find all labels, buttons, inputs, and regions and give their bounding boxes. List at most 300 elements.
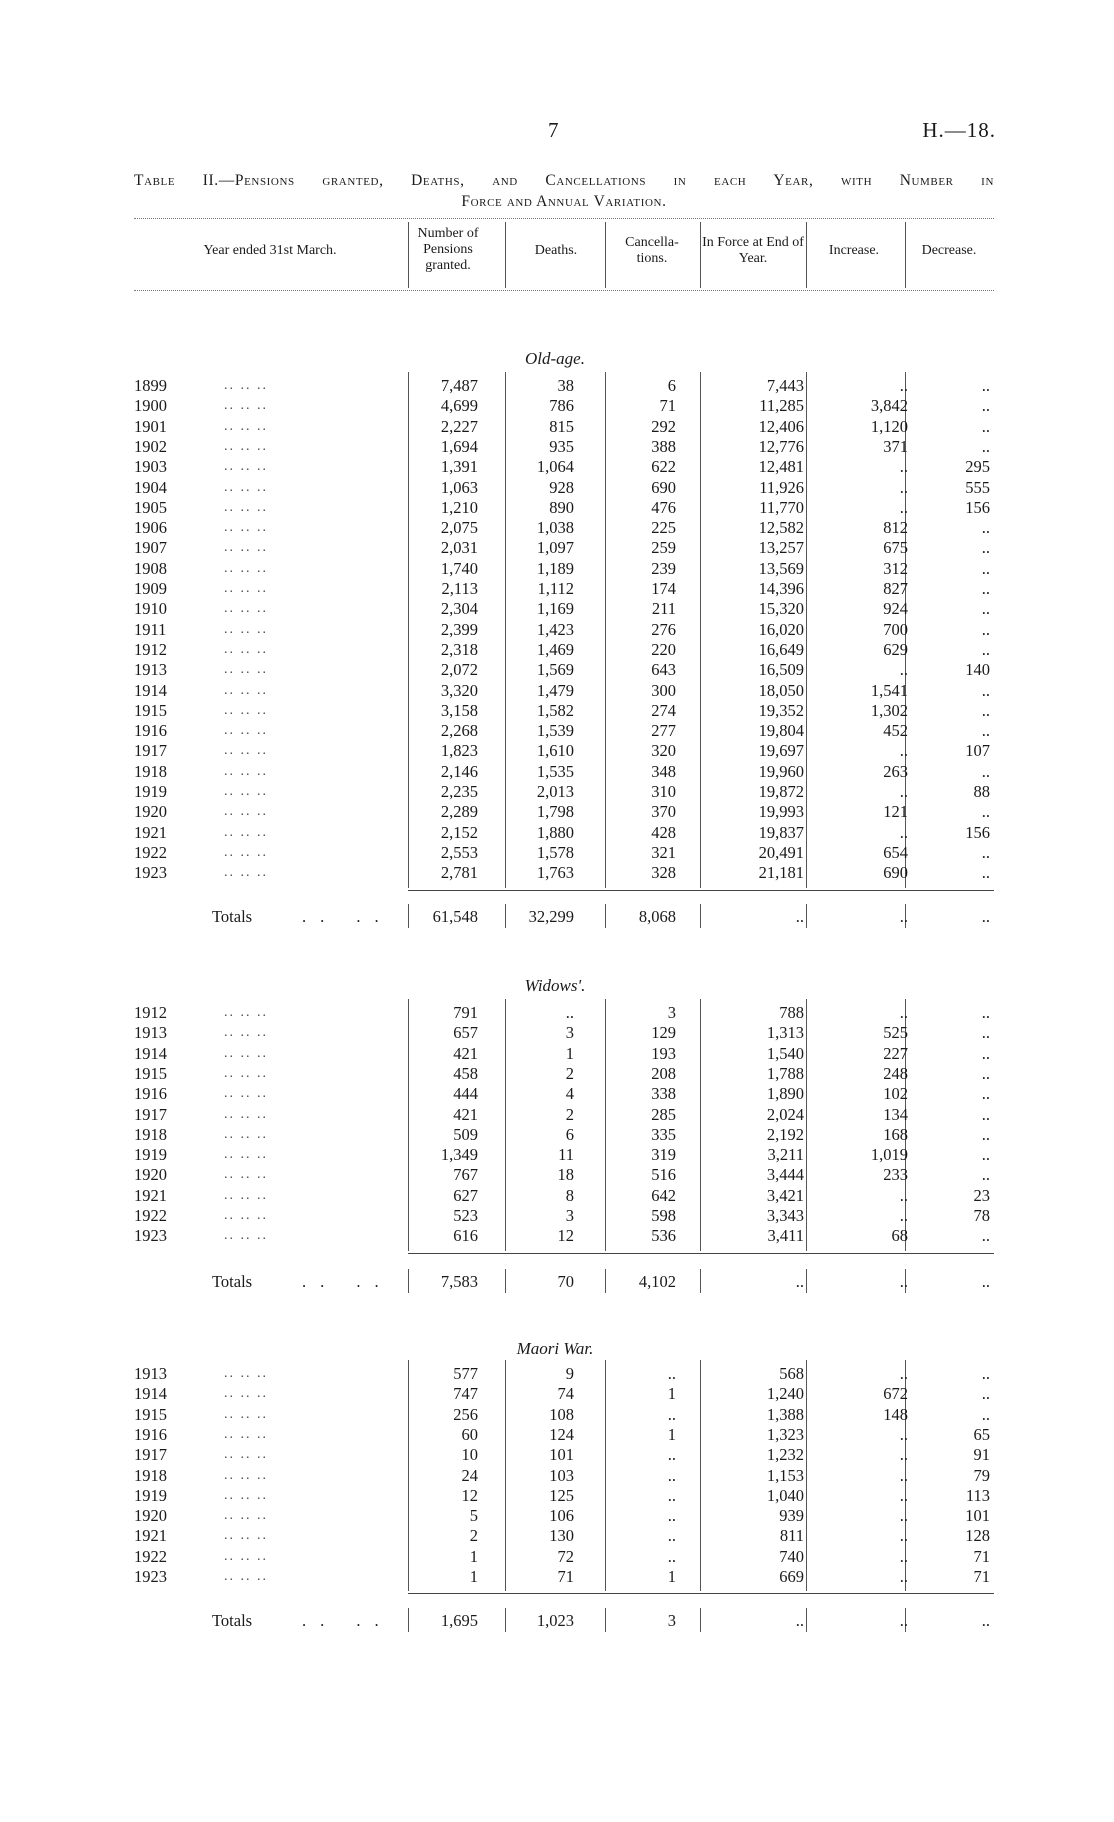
leader-dots: .. .. .. [224, 1508, 268, 1524]
value-cell: 3 [565, 1023, 574, 1043]
leader-dots: .. .. .. [224, 1366, 268, 1381]
value-cell: 71 [659, 396, 676, 416]
year-cell: 1918 [134, 1124, 167, 1144]
value-cell: 225 [651, 518, 676, 538]
value-cell: 421 [453, 1043, 478, 1063]
value-cell: 2,553 [440, 842, 478, 862]
value-cell: 108 [549, 1404, 574, 1424]
caption-line-1: Table II.—Pensions granted, Deaths, and Cancellations in each Year, with Number in [134, 172, 994, 189]
value-cell: 1,610 [536, 741, 574, 761]
value-cell: 11,926 [759, 477, 804, 497]
value-cell: .. [981, 1043, 990, 1063]
value-cell: 421 [453, 1104, 478, 1124]
table-row [134, 538, 994, 558]
value-cell: 220 [651, 639, 676, 659]
table-row [134, 1023, 994, 1043]
leader-dots: .. .. .. [224, 418, 268, 434]
table-row [134, 741, 994, 761]
value-cell: 2,289 [440, 802, 478, 822]
value-cell: 1,323 [766, 1424, 804, 1444]
value-cell: .. [899, 1546, 908, 1566]
table-row [134, 1165, 994, 1185]
table-row [134, 518, 994, 538]
value-cell: 12,776 [758, 436, 804, 456]
value-cell: 312 [883, 558, 908, 578]
year-cell: 1919 [134, 1145, 167, 1165]
leader-dots: .. .. .. [224, 844, 268, 860]
value-cell: 812 [883, 518, 908, 538]
value-cell: 1,064 [536, 457, 574, 477]
value-cell: 1,063 [440, 477, 478, 497]
value-cell: 6 [667, 376, 676, 395]
value-cell: 1,313 [766, 1023, 804, 1043]
value-cell: 319 [651, 1145, 676, 1165]
leader-dots: .. .. .. [224, 1386, 268, 1402]
value-cell: 18 [557, 1165, 574, 1185]
year-cell: 1904 [134, 477, 167, 497]
value-cell: 1,232 [766, 1445, 804, 1465]
value-cell: .. [981, 1003, 990, 1022]
value-cell: .. [899, 782, 908, 801]
value-cell: .. [899, 1364, 908, 1383]
value-cell: .. [899, 1185, 908, 1205]
value-cell: 2,024 [766, 1104, 804, 1124]
value-cell: 2,113 [441, 579, 478, 598]
value-cell: 786 [549, 396, 574, 416]
leader-dots: .. .. .. [224, 540, 268, 556]
section-title: Old-age. [525, 349, 585, 368]
year-cell: 1909 [134, 579, 167, 598]
value-cell: 148 [883, 1404, 908, 1424]
totals-rule [408, 1593, 994, 1594]
value-cell: 239 [651, 558, 676, 578]
leader-dots: .. .. .. [224, 702, 268, 718]
year-cell: 1899 [134, 376, 167, 395]
leader-dots: .. .. .. [224, 1406, 268, 1422]
value-cell: .. [981, 1226, 990, 1246]
table-row [134, 478, 994, 498]
total-cell: .. [899, 1611, 908, 1630]
leader-dots: .. .. .. [224, 1228, 268, 1244]
value-cell: 1,479 [536, 680, 574, 700]
leader-dots: .. .. .. [224, 723, 268, 739]
value-cell: 1,541 [870, 680, 908, 700]
table-row [134, 1486, 994, 1506]
value-cell: 19,872 [758, 782, 804, 801]
table-row [134, 782, 994, 802]
value-cell: 19,837 [758, 822, 804, 842]
value-cell: .. [981, 1084, 990, 1104]
leader-dots: .. .. .. [224, 1187, 268, 1203]
value-cell: .. [899, 1003, 908, 1022]
value-cell: 1 [667, 1384, 676, 1404]
value-cell: 156 [965, 822, 990, 842]
value-cell: 536 [651, 1226, 676, 1246]
year-cell: 1903 [134, 457, 167, 477]
value-cell: 3,211 [767, 1145, 804, 1165]
value-cell: 263 [883, 761, 908, 781]
year-cell: 1918 [134, 761, 167, 781]
value-cell: 71 [973, 1546, 990, 1566]
year-cell: 1907 [134, 538, 167, 558]
value-cell: 2,304 [440, 599, 478, 619]
value-cell: 1,694 [440, 436, 478, 456]
table-row [134, 1506, 994, 1526]
leader-dots: .. .. .. [224, 1467, 268, 1483]
value-cell: 12 [557, 1226, 574, 1246]
totals-rule [408, 1253, 994, 1254]
totals-row [134, 1610, 994, 1632]
value-cell: 11,285 [759, 396, 804, 416]
value-cell: 939 [779, 1506, 804, 1526]
value-cell: 1,788 [766, 1063, 804, 1083]
value-cell: .. [981, 396, 990, 416]
value-cell: 1,153 [766, 1465, 804, 1485]
value-cell: 91 [973, 1445, 990, 1465]
table-row [134, 599, 994, 619]
value-cell: 1,302 [870, 700, 908, 720]
value-cell: 156 [965, 497, 990, 517]
value-cell: 121 [883, 802, 908, 822]
value-cell: 21,181 [758, 863, 804, 883]
value-cell: 3,343 [766, 1206, 804, 1225]
table-row [134, 1364, 994, 1384]
value-cell: .. [899, 457, 908, 477]
value-cell: 1,578 [536, 842, 574, 862]
total-cell: .. [981, 1272, 990, 1291]
table-row [134, 1084, 994, 1104]
value-cell: 140 [965, 660, 990, 680]
value-cell: 2,399 [440, 619, 478, 639]
year-cell: 1923 [134, 1567, 167, 1586]
year-cell: 1914 [134, 680, 167, 700]
value-cell: 1,040 [766, 1485, 804, 1505]
year-cell: 1923 [134, 1226, 167, 1246]
value-cell: 1,823 [440, 741, 478, 761]
value-cell: 1,112 [537, 579, 574, 598]
value-cell: .. [565, 1003, 574, 1022]
table-row [134, 396, 994, 416]
value-cell: 103 [549, 1465, 574, 1485]
table-row [134, 1384, 994, 1404]
year-cell: 1915 [134, 700, 167, 720]
value-cell: 3 [667, 1003, 676, 1022]
total-cell: .. [981, 1611, 990, 1630]
leader-dots: .. .. [302, 907, 393, 926]
page-number: 7 [548, 118, 559, 142]
value-cell: 444 [453, 1084, 478, 1104]
value-cell: 690 [883, 863, 908, 883]
value-cell: 12 [461, 1485, 478, 1505]
value-cell: .. [667, 1526, 676, 1546]
value-cell: 23 [973, 1185, 990, 1205]
value-cell: 256 [453, 1404, 478, 1424]
value-cell: 65 [973, 1424, 990, 1444]
table-row [134, 721, 994, 741]
leader-dots: .. .. .. [224, 398, 268, 414]
value-cell: 3,158 [440, 700, 478, 720]
year-cell: 1913 [134, 660, 167, 680]
value-cell: 3,411 [767, 1226, 804, 1246]
value-cell: 4,699 [440, 396, 478, 416]
value-cell: 2,152 [440, 822, 478, 842]
value-cell: 1,019 [870, 1145, 908, 1165]
leader-dots: .. .. .. [224, 1086, 268, 1102]
value-cell: 7,487 [440, 376, 478, 395]
totals-label: Totals [212, 907, 253, 926]
total-cell: 8,068 [638, 907, 676, 926]
year-cell: 1915 [134, 1063, 167, 1083]
value-cell: .. [981, 1104, 990, 1124]
value-cell: 525 [883, 1023, 908, 1043]
value-cell: 924 [883, 599, 908, 619]
totals-row [134, 906, 994, 928]
value-cell: .. [981, 599, 990, 619]
value-cell: 2,268 [440, 721, 478, 741]
value-cell: 348 [651, 761, 676, 781]
table-row [134, 863, 994, 883]
table-row [134, 437, 994, 457]
value-cell: 6 [565, 1124, 574, 1144]
value-cell: 428 [651, 822, 676, 842]
value-cell: 1,740 [440, 558, 478, 578]
value-cell: 102 [883, 1084, 908, 1104]
value-cell: .. [667, 1404, 676, 1424]
value-cell: 13,257 [758, 538, 804, 558]
value-cell: 1,798 [536, 802, 574, 822]
table-row [134, 1125, 994, 1145]
total-cell: 32,299 [528, 907, 574, 926]
year-cell: 1915 [134, 1404, 167, 1424]
header-decrease: Decrease. [921, 243, 977, 258]
value-cell: 211 [651, 599, 676, 619]
year-cell: 1912 [134, 639, 167, 659]
value-cell: 8 [565, 1185, 574, 1205]
table-row [134, 701, 994, 721]
value-cell: 193 [651, 1043, 676, 1063]
value-cell: .. [981, 416, 990, 436]
year-cell: 1913 [134, 1023, 167, 1043]
leader-dots: .. .. .. [224, 560, 268, 576]
leader-dots: .. .. .. [224, 865, 268, 881]
value-cell: .. [667, 1364, 676, 1383]
value-cell: 106 [549, 1506, 574, 1526]
table-row [134, 559, 994, 579]
total-cell: 61,548 [432, 907, 478, 926]
value-cell: 125 [549, 1485, 574, 1505]
value-cell: 654 [883, 842, 908, 862]
table-row [134, 823, 994, 843]
value-cell: .. [899, 822, 908, 842]
value-cell: 1,423 [536, 619, 574, 639]
value-cell: 1,349 [440, 1145, 478, 1165]
value-cell: 300 [651, 680, 676, 700]
section-title: Maori War. [516, 1339, 594, 1358]
year-cell: 1921 [134, 1526, 167, 1546]
value-cell: .. [899, 1206, 908, 1225]
leader-dots: .. .. .. [224, 1045, 268, 1061]
value-cell: 1 [565, 1043, 574, 1063]
table-row [134, 579, 994, 599]
value-cell: 627 [453, 1185, 478, 1205]
table-row [134, 1044, 994, 1064]
header-divider [700, 222, 701, 288]
value-cell: 1,535 [536, 761, 574, 781]
value-cell: 370 [651, 802, 676, 822]
value-cell: 476 [651, 497, 676, 517]
year-cell: 1922 [134, 842, 167, 862]
value-cell: 791 [453, 1003, 478, 1022]
year-cell: 1916 [134, 1424, 167, 1444]
leader-dots: .. .. .. [224, 662, 268, 678]
value-cell: 1,763 [536, 863, 574, 883]
value-cell: 1 [469, 1567, 478, 1586]
leader-dots: .. .. .. [224, 804, 268, 820]
total-cell: .. [795, 907, 804, 926]
value-cell: .. [667, 1546, 676, 1566]
value-cell: .. [667, 1506, 676, 1526]
value-cell: 1,189 [536, 558, 574, 578]
value-cell: 811 [779, 1526, 804, 1546]
value-cell: 74 [557, 1384, 574, 1404]
header-year: Year ended 31st March. [203, 243, 337, 258]
value-cell: 259 [651, 538, 676, 558]
value-cell: 657 [453, 1023, 478, 1043]
value-cell: .. [899, 477, 908, 497]
value-cell: 129 [651, 1023, 676, 1043]
leader-dots: .. .. .. [224, 1065, 268, 1081]
value-cell: .. [981, 538, 990, 558]
value-cell: 2 [469, 1526, 478, 1546]
leader-dots: .. .. .. [224, 621, 268, 637]
value-cell: 16,509 [758, 660, 804, 680]
year-cell: 1917 [134, 1445, 167, 1465]
table-row [134, 1425, 994, 1445]
value-cell: 20,491 [758, 842, 804, 862]
value-cell: 10 [461, 1445, 478, 1465]
value-cell: 276 [651, 619, 676, 639]
header-cancellations: Cancella- tions. [625, 235, 679, 266]
value-cell: .. [899, 1567, 908, 1586]
value-cell: 11,770 [759, 497, 804, 517]
value-cell: 1,539 [536, 721, 574, 741]
value-cell: .. [899, 1424, 908, 1444]
value-cell: 616 [453, 1226, 478, 1246]
leader-dots: .. .. .. [224, 378, 268, 393]
value-cell: 523 [453, 1206, 478, 1225]
total-cell: .. [899, 1272, 908, 1291]
table-row [134, 1547, 994, 1567]
value-cell: 233 [883, 1165, 908, 1185]
value-cell: 1,469 [536, 639, 574, 659]
value-cell: 2 [565, 1063, 574, 1083]
value-cell: 3,421 [766, 1185, 804, 1205]
value-cell: 274 [651, 700, 676, 720]
leader-dots: .. .. .. [224, 1447, 268, 1463]
header-in-force: In Force at End of Year. [702, 235, 804, 266]
table-row [134, 1145, 994, 1165]
value-cell: 3,842 [870, 396, 908, 416]
value-cell: 3,320 [440, 680, 478, 700]
value-cell: 124 [549, 1424, 574, 1444]
value-cell: 2,781 [440, 863, 478, 883]
value-cell: 935 [549, 436, 574, 456]
value-cell: 107 [965, 741, 990, 761]
year-cell: 1908 [134, 558, 167, 578]
value-cell: 928 [549, 477, 574, 497]
value-cell: 68 [891, 1226, 908, 1246]
value-cell: 1,120 [870, 416, 908, 436]
value-cell: 24 [461, 1465, 478, 1485]
value-cell: 509 [453, 1124, 478, 1144]
value-cell: .. [981, 376, 990, 395]
table-row [134, 620, 994, 640]
leader-dots: .. .. .. [224, 438, 268, 454]
year-cell: 1916 [134, 1084, 167, 1104]
year-cell: 1910 [134, 599, 167, 619]
value-cell: .. [667, 1465, 676, 1485]
table-row [134, 681, 994, 701]
year-cell: 1913 [134, 1364, 167, 1383]
value-cell: 1 [667, 1424, 676, 1444]
year-cell: 1905 [134, 497, 167, 517]
year-cell: 1922 [134, 1546, 167, 1566]
table-row [134, 660, 994, 680]
value-cell: 1,880 [536, 822, 574, 842]
header-divider [505, 222, 506, 288]
header-divider [408, 222, 409, 288]
value-cell: .. [981, 558, 990, 578]
value-cell: 2,227 [440, 416, 478, 436]
value-cell: .. [981, 863, 990, 883]
table-caption [134, 170, 994, 212]
year-cell: 1900 [134, 396, 167, 416]
value-cell: 277 [651, 721, 676, 741]
section-title: Widows'. [524, 976, 586, 995]
leader-dots: .. .. .. [224, 1569, 268, 1584]
year-cell: 1922 [134, 1206, 167, 1225]
value-cell: 13,569 [758, 558, 804, 578]
year-cell: 1923 [134, 863, 167, 883]
value-cell: 113 [965, 1485, 990, 1505]
value-cell: 248 [883, 1063, 908, 1083]
value-cell: 1,038 [536, 518, 574, 538]
value-cell: 18,050 [758, 680, 804, 700]
value-cell: 338 [651, 1084, 676, 1104]
value-cell: 128 [965, 1526, 990, 1546]
year-cell: 1919 [134, 782, 167, 801]
value-cell: .. [981, 761, 990, 781]
table-row [134, 1445, 994, 1465]
value-cell: .. [981, 1124, 990, 1144]
value-cell: 12,406 [758, 416, 804, 436]
value-cell: .. [899, 1465, 908, 1485]
leader-dots: .. .. .. [224, 1147, 268, 1163]
totals-label: Totals [212, 1272, 253, 1291]
value-cell: 19,960 [758, 761, 804, 781]
table-row [134, 843, 994, 863]
value-cell: 134 [883, 1104, 908, 1124]
table-row [134, 802, 994, 822]
total-cell: 7,583 [440, 1272, 478, 1291]
value-cell: 1,210 [440, 497, 478, 517]
year-cell: 1917 [134, 1104, 167, 1124]
value-cell: .. [981, 436, 990, 456]
year-cell: 1919 [134, 1485, 167, 1505]
leader-dots: .. .. .. [224, 601, 268, 617]
value-cell: 5 [469, 1506, 478, 1526]
leader-dots: .. .. .. [224, 1005, 268, 1020]
